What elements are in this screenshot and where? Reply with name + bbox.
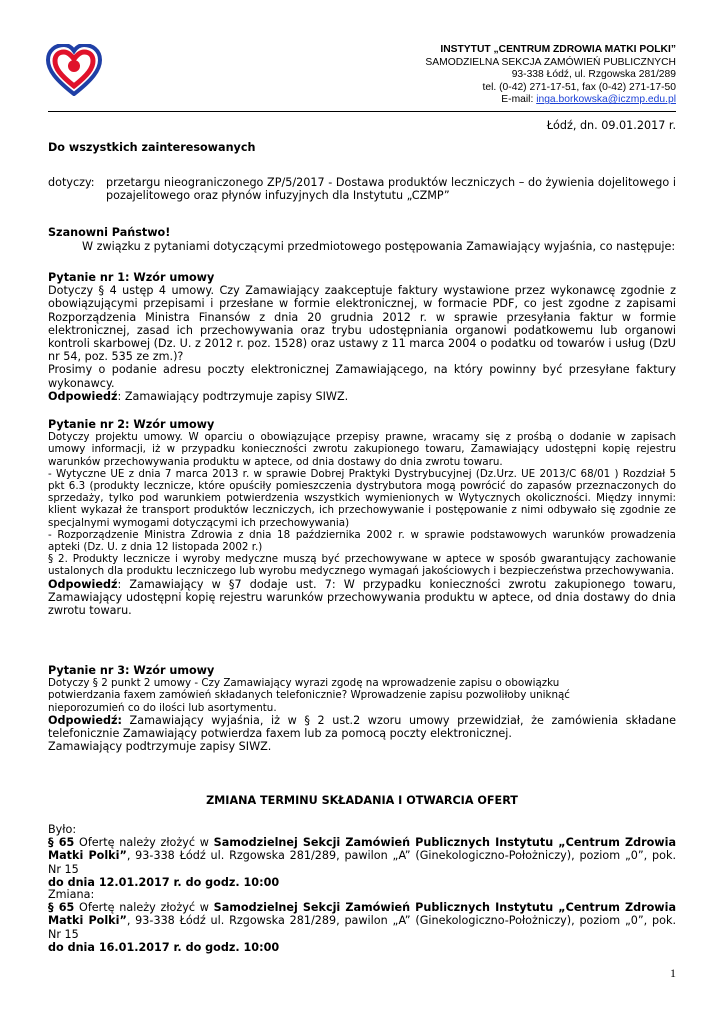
old-deadline: do dnia 12.01.2017 r. do godz. 10:00: [48, 875, 280, 889]
section-name: SAMODZIELNA SEKCJA ZAMÓWIEŃ PUBLICZNYCH: [425, 56, 676, 68]
answer-3-note: Zamawiający podtrzymuje zapisy SIWZ.: [48, 740, 272, 754]
header-divider: [48, 111, 676, 112]
was-section: [48, 823, 676, 889]
subject-label: dotyczy:: [48, 176, 95, 189]
question-2-p3: - Rozporządzenie Ministra Zdrowia z dnia 18 października 2002 r. w sprawie podstawowych warunków prowadzenia apteki (Dz. U. z dnia 12 listopada 2002 r.): [48, 528, 676, 554]
subject-text: przetargu nieograniczonego ZP/5/2017 - Dostawa produktów leczniczych – do żywienia dojelitowego i pozajelitowego oraz płynów infuzyjnych dla Instytutu „CZMP”: [106, 176, 676, 203]
question-1: [48, 271, 676, 403]
change-label: Zmiana:: [48, 888, 95, 901]
question-3-body: Dotyczy § 2 punkt 2 umowy - Czy Zamawiający wyrazi zgodę na wprowadzenie zapisu o obowiązku potwierdzania faxem zamówień składanych telefonicznie? Wprowadzenie zapisu pozwoliłoby uniknąć nieporozumień co do ilości lub asortymentu.: [48, 677, 570, 714]
letter-date: Łódź, dn. 09.01.2017 r.: [546, 119, 676, 132]
institute-name: INSTYTUT „CENTRUM ZDROWIA MATKI POLKI”: [440, 44, 676, 55]
answer-1: Odpowiedź: Zamawiający podtrzymuje zapisy SIWZ.: [48, 389, 349, 403]
question-2-p1: Dotyczy projektu umowy. W oparciu o obowiązujące przepisy prawne, wracamy się z prośbą o dodanie w zapisach umowy informacji, iż w przypadku konieczności zwrotu zakupionego towaru, Zamawiający udostępni kopię rejestru warunków przechowywania produktu w aptece, od dnia dostawy do dnia zwrotu towaru.: [48, 431, 676, 468]
page-number: 1: [670, 966, 676, 980]
new-deadline: do dnia 16.01.2017 r. do godz. 10:00: [48, 940, 280, 954]
question-2: [48, 418, 676, 617]
question-2-title: Pytanie nr 2: Wzór umowy: [48, 418, 215, 431]
institute-phone: tel. (0-42) 271-17-51, fax (0-42) 271-17-50: [482, 81, 676, 93]
intro-text: W związku z pytaniami dotyczącymi przedmiotowego postępowania Zamawiający wyjaśnia, co następuje:: [82, 240, 676, 253]
question-1-body-2: Prosimy o podanie adresu poczty elektronicznej Zamawiającego, na który powinny być przesyłane faktury wykonawcy.: [48, 363, 676, 390]
answer-2: Odpowiedź: Zamawiający w §7 dodaje ust. 7: W przypadku konieczności zwrotu zakupionego towaru, Zamawiający udostępni kopię rejestru warunków przechowywania produktu w aptece, od dnia dostawy do dnia zwrotu towaru.: [48, 577, 676, 618]
institute-email: E-mail: inga.borkowska@iczmp.edu.pl: [501, 94, 676, 106]
question-2-p2: - Wytyczne UE z dnia 7 marca 2013 r. w sprawie Dobrej Praktyki Dystrybucyjnej (Dz.Urz. UE 2013/C 68/01 ) Rozdział 5 pkt 6.3 (produkty lecznicze, które opuściły pomieszczenia dystrybutora mogą powrócić do zapasów przeznaczonych do sprzedaży, tylko pod warunkiem potwierdzenia wszystkich wymienionych w Wytycznych okoliczności. Między innymi: klient wykazał że transport produktów leczniczych, ich przechowywanie i postępowanie z nimi odbywało się zgodnie ze specjalnymi wymogami dotyczącymi ich przechowywania): [48, 467, 676, 529]
addressee: Do wszystkich zainteresowanych: [48, 141, 256, 154]
question-2-p4: § 2. Produkty lecznicze i wyroby medyczne muszą być przechowywane w aptece w sposób gwarantujący zachowanie ustalonych dla produktu leczniczego lub wyrobu medycznego wymagań jakościowych i bezpieczeństwa przechowywania.: [48, 553, 676, 578]
answer-3: Odpowiedź: Zamawiający wyjaśnia, iż w § 2 ust.2 wzoru umowy przewidział, że zamówienia składane telefonicznie Zamawiający potwierdza faxem lub za pomocą poczty elektronicznej.: [48, 713, 676, 741]
question-1-body: Dotyczy § 4 ustęp 4 umowy. Czy Zamawiający zaakceptuje faktury wystawione przez wykonawcę zgodnie z obowiązującymi przepisami i przesłane w formie elektronicznej, w formacie PDF, co jest zgodne z zapisami Rozporządzenia Ministra Finansów z dnia 20 grudnia 2012 r. w sprawie przesyłania faktur w formie elektronicznej, zasad ich przechowywania oraz trybu udostępniania organowi podatkowemu lub organowi kontroli skarbowej (Dz. U. z 2012 r. poz. 1528) oraz ustawy z 11 marca 2004 o podatku od towarów i usług (DzU nr 54, poz. 535 ze zm.)?: [48, 284, 676, 364]
institute-address: 93-338 Łódź, ul. Rzgowska 281/289: [511, 69, 676, 81]
change-heading: ZMIANA TERMINU SKŁADANIA I OTWARCIA OFERT: [206, 794, 518, 807]
letterhead: [425, 44, 676, 107]
greeting: Szanowni Państwo!: [48, 226, 171, 239]
change-section: [48, 888, 676, 954]
institute-logo: [46, 44, 102, 96]
was-text: § 65 Ofertę należy złożyć w Samodzielnej Sekcji Zamówień Publicznych Instytutu „Centrum Zdrowia Matki Polki”, 93-338 Łódź ul. Rzgowska 281/289, pawilon „A” (Ginekologiczno-Położniczy), poziom „0”, pok. Nr 15: [48, 836, 676, 876]
question-1-title: Pytanie nr 1: Wzór umowy: [48, 271, 215, 284]
change-text: § 65 Ofertę należy złożyć w Samodzielnej Sekcji Zamówień Publicznych Instytutu „Centrum Zdrowia Matki Polki”, 93-338 Łódź ul. Rzgowska 281/289, pawilon „A” (Ginekologiczno-Położniczy), poziom „0”, pok. Nr 15: [48, 901, 676, 941]
question-3: [48, 664, 676, 753]
email-link[interactable]: inga.borkowska@iczmp.edu.pl: [536, 94, 676, 106]
was-label: Było:: [48, 823, 77, 836]
question-3-title: Pytanie nr 3: Wzór umowy: [48, 664, 215, 677]
subject-line: [48, 176, 676, 202]
